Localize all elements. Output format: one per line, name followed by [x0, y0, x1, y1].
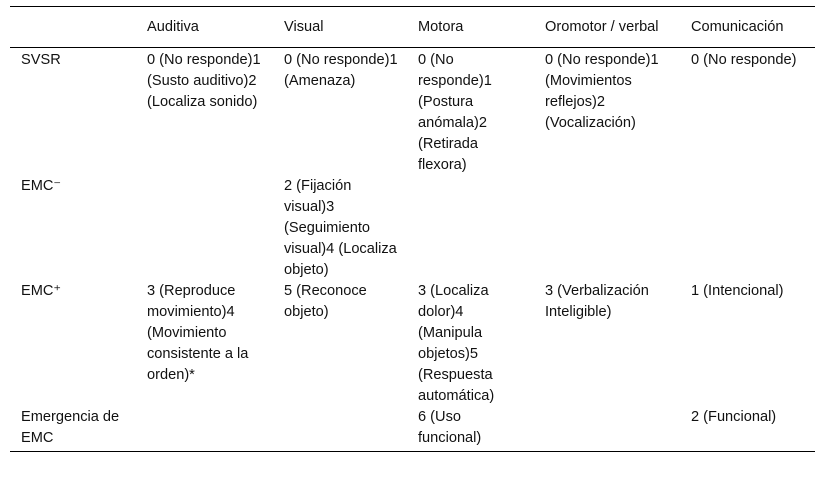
- table-cell: [136, 407, 273, 452]
- table-cell: 1 (Intencional): [691, 283, 784, 299]
- table-cell: 0 (No responde)1 (Amenaza): [284, 52, 398, 89]
- table-cell: 3 (Reproduce movimiento)4 (Movimiento consistente a la orden)*: [147, 283, 249, 383]
- header-visual: Visual: [284, 18, 324, 35]
- header-comunicacion: Comunicación: [691, 18, 784, 35]
- table-row: [10, 48, 815, 177]
- header-corner: [10, 7, 136, 48]
- table-cell: [680, 176, 815, 281]
- table-row: [10, 281, 815, 407]
- table-cell: 3 (Localiza dolor)4 (Manipula objetos)5 (Respuesta automática): [418, 283, 495, 404]
- row-label: Emergencia de EMC: [21, 409, 120, 446]
- table-cell: 2 (Fijación visual)3 (Seguimiento visual)4 (Localiza objeto): [284, 178, 397, 278]
- table-row: [10, 407, 815, 452]
- table-cell: [136, 176, 273, 281]
- row-label: EMC⁻: [21, 178, 62, 194]
- table-cell: 5 (Reconoce objeto): [284, 283, 367, 320]
- table-cell: [407, 176, 534, 281]
- row-label: SVSR: [21, 52, 61, 68]
- table-cell: [273, 407, 407, 452]
- table-cell: 0 (No responde)1 (Movimientos reflejos)2 (Vocalización): [545, 52, 659, 131]
- table-row: [10, 176, 815, 281]
- scale-table: [10, 6, 815, 452]
- table-cell: 3 (Verbalización Inteligible): [545, 283, 649, 320]
- table-cell: 6 (Uso funcional): [418, 409, 482, 446]
- table-cell: 2 (Funcional): [691, 409, 777, 425]
- row-label: EMC⁺: [21, 283, 62, 299]
- table-cell: [534, 407, 680, 452]
- header-oromotor-verbal: Oromotor / verbal: [545, 18, 659, 35]
- header-motora: Motora: [418, 18, 464, 35]
- header-auditiva: Auditiva: [147, 18, 199, 35]
- table-cell: [534, 176, 680, 281]
- header-row: [10, 7, 815, 48]
- table-cell: 0 (No responde)1 (Postura anómala)2 (Retirada flexora): [418, 52, 492, 173]
- table-cell: 0 (No responde): [691, 52, 797, 68]
- table-cell: 0 (No responde)1 (Susto auditivo)2 (Localiza sonido): [147, 52, 261, 110]
